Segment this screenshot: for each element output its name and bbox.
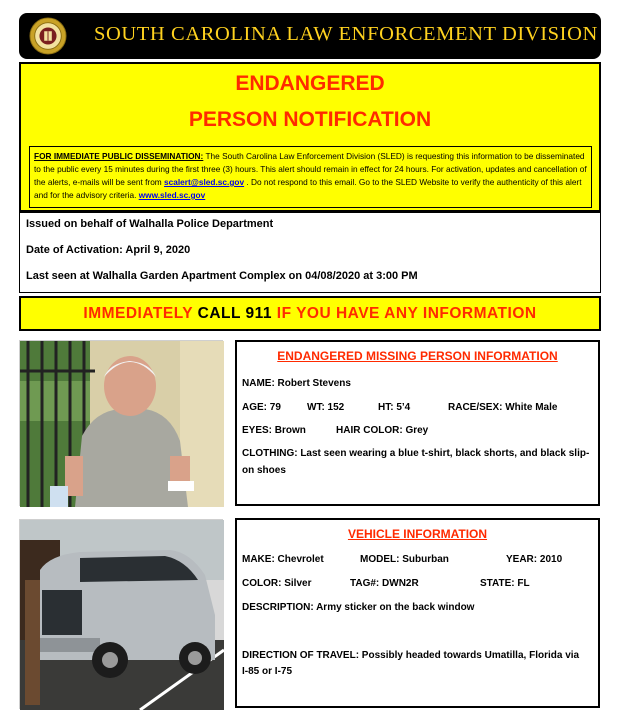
vehicle-photo (19, 519, 223, 709)
person-name: NAME: Robert Stevens (242, 378, 351, 389)
vehicle-direction-line2: I-85 or I-75 (242, 666, 293, 677)
person-features-row (242, 425, 597, 439)
dissemination-text-2: . Do not respond to this email. Go to the SLED Website to verify the authenticity of this alert and for the advisory criteria. (34, 177, 582, 200)
vehicle-state: STATE: FL (480, 578, 530, 589)
person-photo-illustration (20, 341, 224, 507)
person-info-box (235, 340, 600, 506)
dissemination-text-1: The South Carolina Law Enforcement Division (SLED) is requesting this information to be disseminated to the public every 15 minutes during the first three (3) hours. This alert should remain in effect for 24 hours. For activation, updates and cancellation of the alerts, e-mails will be sent from (34, 151, 587, 187)
vehicle-model: MODEL: Suburban (360, 554, 449, 565)
vehicle-info-title: VEHICLE INFORMATION (347, 527, 488, 541)
call-banner-part3: IF YOU HAVE ANY INFORMATION (271, 305, 537, 322)
alert-email-link[interactable]: scalert@sled.sc.gov (164, 177, 245, 187)
person-height: HT: 5’4 (378, 402, 411, 413)
person-hair: HAIR COLOR: Grey (336, 425, 429, 436)
vehicle-tag: TAG#: DWN2R (350, 578, 419, 589)
person-clothing-line2: on shoes (242, 465, 286, 476)
vehicle-make-row (242, 554, 597, 568)
person-weight: WT: 152 (307, 402, 345, 413)
vehicle-description: DESCRIPTION: Army sticker on the back window (242, 602, 475, 613)
person-eyes: EYES: Brown (242, 425, 306, 436)
call-banner-part1: IMMEDIATELY (83, 305, 198, 322)
vehicle-info-box (235, 518, 600, 708)
vehicle-year: YEAR: 2010 (506, 554, 563, 565)
vehicle-photo-illustration (20, 520, 224, 710)
call-911-banner (19, 296, 601, 331)
alert-type-line2: PERSON NOTIFICATION (188, 108, 432, 131)
sled-seal-icon (29, 17, 67, 55)
agency-title: SOUTH CAROLINA LAW ENFORCEMENT DIVISION (94, 23, 598, 45)
person-stats-row (242, 402, 597, 416)
person-clothing-line1: CLOTHING: Last seen wearing a blue t-shirt, black shorts, and black slip- (242, 448, 590, 459)
person-race-sex: RACE/SEX: White Male (448, 402, 558, 413)
header-banner (19, 13, 601, 59)
vehicle-color-row (242, 578, 597, 592)
last-seen: Last seen at Walhalla Garden Apartment Complex on 04/08/2020 at 3:00 PM (26, 270, 418, 282)
call-banner-part2: CALL 911 (197, 305, 272, 322)
dissemination-lead: FOR IMMEDIATE PUBLIC DISSEMINATION: (34, 151, 204, 161)
missing-person-photo (19, 340, 223, 506)
vehicle-color: COLOR: Silver (242, 578, 312, 589)
alert-type-line1: ENDANGERED (235, 72, 385, 95)
sled-website-link[interactable]: www.sled.sc.gov (138, 190, 206, 200)
issued-by: Issued on behalf of Walhalla Police Department (26, 218, 274, 230)
alert-heading-box (19, 62, 601, 212)
person-age: AGE: 79 (242, 402, 281, 413)
issued-info-box (19, 212, 601, 293)
vehicle-direction-line1: DIRECTION OF TRAVEL: Possibly headed towards Umatilla, Florida via (242, 650, 580, 661)
activation-date: Date of Activation: April 9, 2020 (26, 244, 191, 256)
person-info-title: ENDANGERED MISSING PERSON INFORMATION (277, 349, 558, 363)
dissemination-notice (29, 146, 592, 208)
vehicle-make: MAKE: Chevrolet (242, 554, 324, 565)
